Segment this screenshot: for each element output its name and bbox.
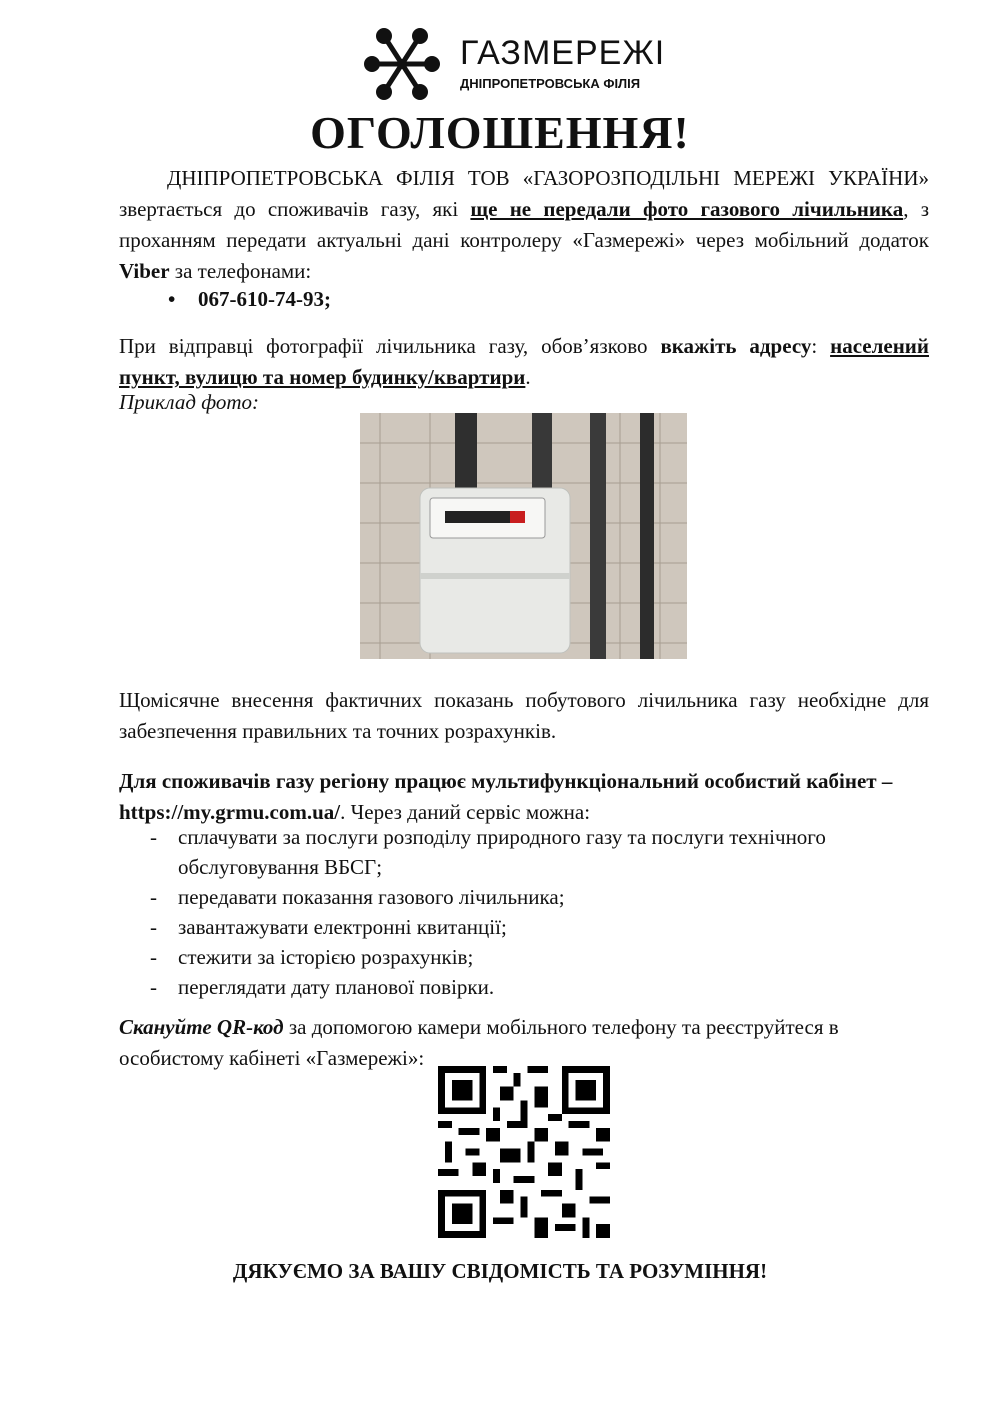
example-label: Приклад фото: [119, 390, 259, 414]
address-text-1: При відправці фотографії лічильника газу, обов’язково [119, 334, 661, 358]
qr-code[interactable] [438, 1066, 610, 1238]
logo-name: ГАЗМЕРЕЖІ [460, 34, 666, 72]
qr-note-rest: за допомогою камери мобільного телефону та реєструйтеся в особистому кабінеті «Газмережі»: [119, 1015, 839, 1070]
app-name: Viber [119, 259, 170, 283]
address-emphasis: вкажіть адресу [660, 334, 812, 358]
intro-paragraph [119, 163, 929, 287]
address-note [119, 331, 929, 393]
qr-note [119, 1012, 929, 1074]
qr-note-emphasis: Скануйте QR-код [119, 1015, 284, 1039]
list-item: - стежити за історією розрахунків; [150, 942, 930, 972]
list-item: - сплачувати за послуги розподілу природного газу та послуги технічного обслуговування ВБСГ; [150, 822, 930, 882]
services-list [150, 822, 930, 1002]
list-item: - завантажувати електронні квитанції; [150, 912, 930, 942]
list-item: - переглядати дату планової повірки. [150, 972, 930, 1002]
phone-list-item [168, 287, 331, 312]
page-title: ОГОЛОШЕННЯ! [310, 107, 690, 158]
thanks-message: ДЯКУЄМО ЗА ВАШУ СВІДОМІСТЬ ТА РОЗУМІННЯ! [232, 1259, 768, 1283]
intro-text-3: за телефонами: [169, 259, 312, 283]
gas-meter-photo [360, 413, 687, 659]
intro-text-2: , з проханням передати актуальні дані контролеру «Газмережі» через мобільний додаток [119, 197, 929, 252]
address-fields: населений пункт, вулицю та номер будинку/квартири [119, 334, 929, 389]
cabinet-link-text[interactable]: Для споживачів газу регіону працює мультифункціональний особистий кабінет – https://my.grmu.com.ua/ [119, 769, 893, 824]
cabinet-paragraph [119, 766, 929, 828]
logo-subtitle: ДНІПРОПЕТРОВСЬКА ФІЛІЯ [460, 76, 641, 91]
intro-text-1: ДНІПРОПЕТРОВСЬКА ФІЛІЯ ТОВ «ГАЗОРОЗПОДІЛЬНІ МЕРЕЖІ УКРАЇНИ» звертається до споживачів газу, які [119, 166, 929, 221]
monthly-note: Щомісячне внесення фактичних показань побутового лічильника газу необхідне для забезпечення правильних та точних розрахунків. [119, 688, 929, 743]
network-nodes-icon [362, 24, 442, 104]
list-item: - передавати показання газового лічильника; [150, 882, 930, 912]
phone-number: 067-610-74-93; [198, 287, 331, 311]
cabinet-rest: . Через даний сервіс можна: [340, 800, 591, 824]
bullet-icon: • [168, 287, 176, 311]
address-sep: : [811, 334, 831, 358]
company-logo [362, 24, 692, 104]
intro-emphasis: ще не передали фото газового лічильника [470, 197, 904, 221]
address-end: . [525, 365, 531, 389]
